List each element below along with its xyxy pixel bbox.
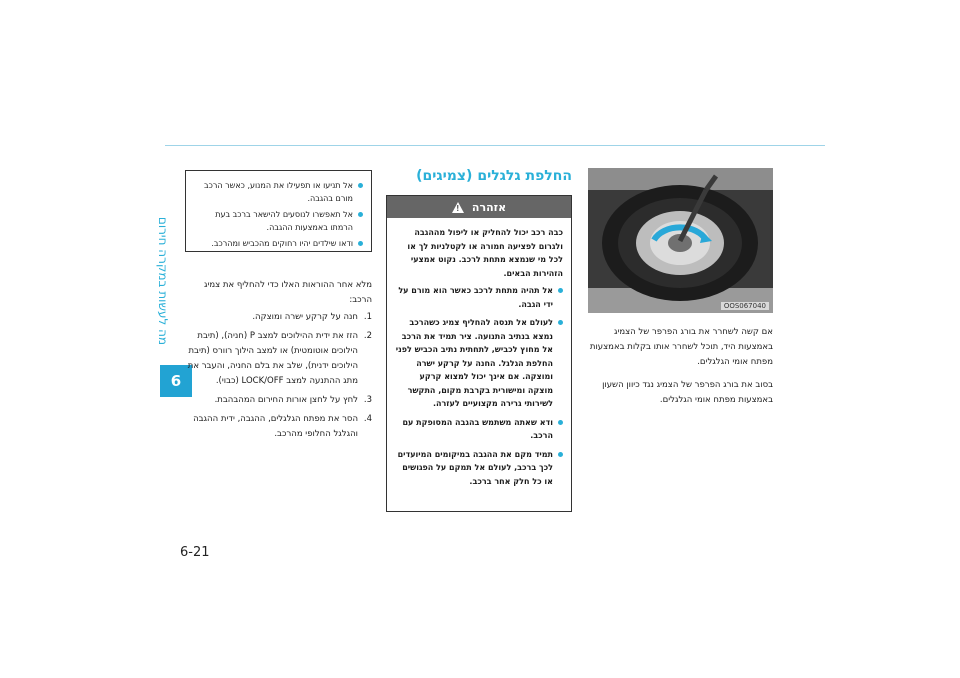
caution-bullet: אל תניעו או תפעילו את המנוע, כאשר הרכב מורם בהגבה. xyxy=(194,179,363,205)
photo-code: OOS067040 xyxy=(721,302,769,310)
steps-list xyxy=(180,310,372,442)
step-item: 3. לחץ על לחצן אורות החירום המהבהבת. xyxy=(214,395,372,405)
warning-item: אל תהיה מתחת לרכב כאשר הוא מורם על ידי הגבה. xyxy=(395,284,563,311)
warning-box xyxy=(386,195,572,512)
page-number: 6-21 xyxy=(180,545,210,560)
caution-bullet: אל תאפשרו לנוסעים להישאר ברכב בעת הרמתו באמצעות ההגבה. xyxy=(194,208,363,234)
caution-bullet-box xyxy=(185,170,372,252)
instructions-intro: מלא אחר ההוראות האלו כדי להחליף את צמיג הרכב: xyxy=(203,280,372,305)
warning-item: ודא שאתה משתמש בהגבה המסופקת עם הרכב. xyxy=(395,416,563,443)
warning-item: לעולם אל תנסה להחליף צמיג כשהרכב נמצא בנתיב התנועה. ציר תמיד את הרכב אל מחוץ לכביש, לתחתית נתיב הכביש לפני החלפת הגלגל. החנה על קרקע ישרה ומוצקה. אם אינך יכול למצוא קרקע מוצקה ומישורית בקרבת מקום, התקשר לשירותי גרירה מקצועיים לעזרה. xyxy=(395,316,563,411)
warning-triangle-icon xyxy=(452,202,464,213)
step-item: 1. חנה על קרקע ישרה ומוצקה. xyxy=(252,312,372,322)
spare-tire-photo xyxy=(588,168,773,313)
right-paragraph: אם קשה לשחרר את בורג הפרפר של הצמיג באמצעות היד, תוכל לשחרר אותו בקלות באמצעות מפתח אומי הגלגלים. xyxy=(589,327,773,367)
warning-heading: אזהרה xyxy=(471,200,507,214)
caution-bullet: ודאו שילדים יהיו רחוקים מהכביש ומהרכב. xyxy=(194,237,363,250)
top-divider xyxy=(165,145,825,146)
tire-change-instructions xyxy=(180,278,372,446)
loosen-bolt-instructions xyxy=(588,325,773,416)
spare-tire-illustration xyxy=(588,168,773,313)
right-paragraph: בסוב את בורג הפרפר של הצמיג נגד כיוון השעון באמצעות מפתח אומי הגלגלים. xyxy=(602,380,773,405)
step-item: 4. הסר את מפתח הגלגלים, ההגבה, ידית ההגבה והגלגל החלופי מהרכב. xyxy=(193,414,372,439)
section-title: החלפת גלגלים (צמיגים) xyxy=(416,168,572,184)
chapter-tab: 6 xyxy=(160,365,192,397)
warning-body xyxy=(387,218,571,488)
warning-header xyxy=(387,196,571,218)
warning-intro: כבה רכב יכול להחליק או ליפול מההגבה ולגרום לפציעה חמורה או לקטלניות לך או לכל מי שנמצא מתחת לרכב. נקוט אמצעי הזהירות הבאים. xyxy=(407,228,563,278)
warning-item: תמיד מקם את ההגבה במיקומים המיועדים לכך ברכב, לעולם אל תמקם על הפגושים או כל חלק אחר ברכב. xyxy=(395,448,563,489)
warning-list xyxy=(395,284,563,488)
side-section-title: מה לעשות במקרה חירום xyxy=(156,216,170,345)
step-item: 2. הזז את ידית ההילוכים למצב P (חניה), (תיבת הילוכים אוטומטית) או למצב הילוך רוורס (תיבת הילוכים ידנית), שלב את בלם החניה, והעבר את מתג ההתנעה למצב LOCK/OFF (כבוי). xyxy=(187,331,372,386)
